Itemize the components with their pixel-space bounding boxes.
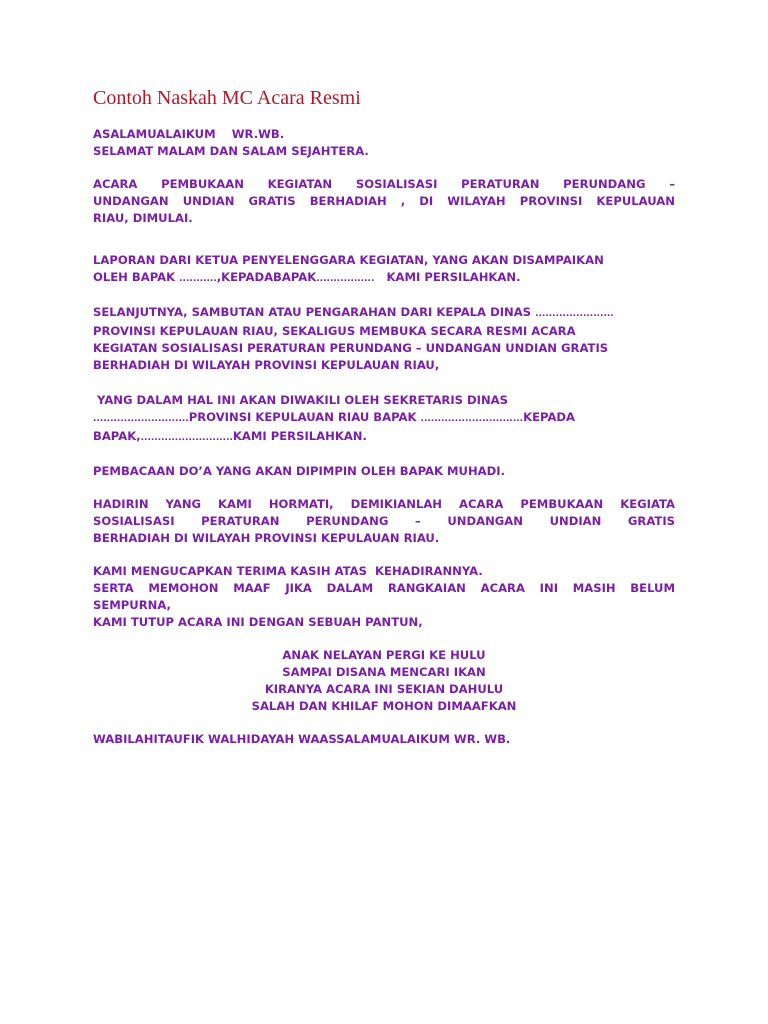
thanks-line-3: SEMPURNA, (93, 598, 171, 612)
thanks-line-2: SERTA MEMOHON MAAF JIKA DALAM RANGKAIAN ACARA INI MASIH BELUM (93, 581, 675, 595)
report-text-e: KAMI PERSILAHKAN. (374, 270, 521, 284)
represented-paragraph (93, 392, 675, 447)
thanks-line-4: KAMI TUTUP ACARA INI DENGAN SEBUAH PANTUN, (93, 615, 423, 629)
report-paragraph (93, 252, 675, 288)
represented-line-1: YANG DALAM HAL INI AKAN DIWAKILI OLEH SEKRETARIS DINAS (93, 393, 509, 407)
represented-text-b: PROVINSI KEPULAUAN RIAU BAPAK (188, 410, 421, 424)
speech-line-4: BERHADIAH DI WILAYAH PROVINSI KEPULAUAN RIAU, (93, 358, 440, 372)
opening-line-2: UNDANGAN UNDIAN GRATIS BERHADIAH , DI WILAYAH PROVINSI KEPULAUAN (93, 194, 675, 208)
speech-line-1 (93, 304, 675, 323)
speech-paragraph (93, 304, 675, 374)
speech-line-2: PROVINSI KEPULAUAN RIAU, SEKALIGUS MEMBUKA SECARA RESMI ACARA (93, 324, 576, 338)
greeting-paragraph (93, 126, 675, 160)
farewell-line: WABILAHITAUFIK WALHIDAYAH WAASSALAMUALAIKUM WR. WB. (93, 732, 511, 746)
represented-blank-1: ............................ (93, 414, 189, 424)
document-title: Contoh Naskah MC Acara Resmi (93, 87, 361, 109)
report-line-2 (93, 269, 675, 288)
speech-blank: ....................... (535, 309, 614, 319)
greeting-line-2: SELAMAT MALAM DAN SALAM SEJAHTERA. (93, 144, 369, 158)
represented-text-a: BAPAK, (93, 429, 141, 443)
report-text-c: ,KEPADABAPAK (216, 270, 317, 284)
closing-line-3: BERHADIAH DI WILAYAH PROVINSI KEPULAUAN RIAU. (93, 531, 440, 545)
thanks-line-1: KAMI MENGUCAPKAN TERIMA KASIH ATAS KEHADIRANNYA. (93, 564, 483, 578)
document-page (93, 86, 675, 764)
represented-line-2 (93, 409, 675, 428)
represented-blank-2: .............................. (420, 414, 524, 424)
report-line-1: LAPORAN DARI KETUA PENYELENGGARA KEGIATAN, YANG AKAN DISAMPAIKAN (93, 253, 604, 267)
represented-text-d: KEPADA (523, 410, 576, 424)
thanks-paragraph (93, 563, 675, 631)
pantun-line-4: SALAH DAN KHILAF MOHON DIMAAFKAN (251, 699, 517, 713)
prayer-paragraph (93, 463, 675, 480)
represented-line-3 (93, 428, 675, 447)
opening-line-3: RIAU, DIMULAI. (93, 211, 193, 225)
farewell-paragraph (93, 731, 675, 748)
pantun-line-1: ANAK NELAYAN PERGI KE HULU (282, 648, 486, 662)
pantun-line-3: KIRANYA ACARA INI SEKIAN DAHULU (264, 682, 504, 696)
spacer (93, 243, 675, 252)
speech-text-a: SELANJUTNYA, SAMBUTAN ATAU PENGARAHAN DARI KEPALA DINAS (93, 305, 536, 319)
closing-line-2: SOSIALISASI PERATURAN PERUNDANG – UNDANGAN UNDIAN GRATIS (93, 514, 675, 528)
report-text-a: OLEH BAPAK (93, 270, 180, 284)
closing-line-1: HADIRIN YANG KAMI HORMATI, DEMIKIANLAH ACARA PEMBUKAAN KEGIATA (93, 497, 675, 511)
greeting-line-1: ASALAMUALAIKUM WR.WB. (93, 127, 285, 141)
represented-blank-3: ........................... (140, 433, 233, 443)
pantun-line-2: SAMPAI DISANA MENCARI IKAN (282, 665, 486, 679)
report-blank-1: ........... (179, 274, 217, 284)
speech-line-3: KEGIATAN SOSIALISASI PERATURAN PERUNDANG – UNDANGAN UNDIAN GRATIS (93, 341, 609, 355)
report-blank-2: ................. (316, 274, 375, 284)
pantun-verse (93, 647, 675, 715)
opening-line-1: ACARA PEMBUKAAN KEGIATAN SOSIALISASI PERATURAN PERUNDANG – (93, 177, 675, 191)
opening-paragraph (93, 176, 675, 227)
closing-paragraph (93, 496, 675, 547)
prayer-line: PEMBACAAN DO’A YANG AKAN DIPIMPIN OLEH BAPAK MUHADI. (93, 464, 505, 478)
represented-text-c: KAMI PERSILAHKAN. (232, 429, 367, 443)
